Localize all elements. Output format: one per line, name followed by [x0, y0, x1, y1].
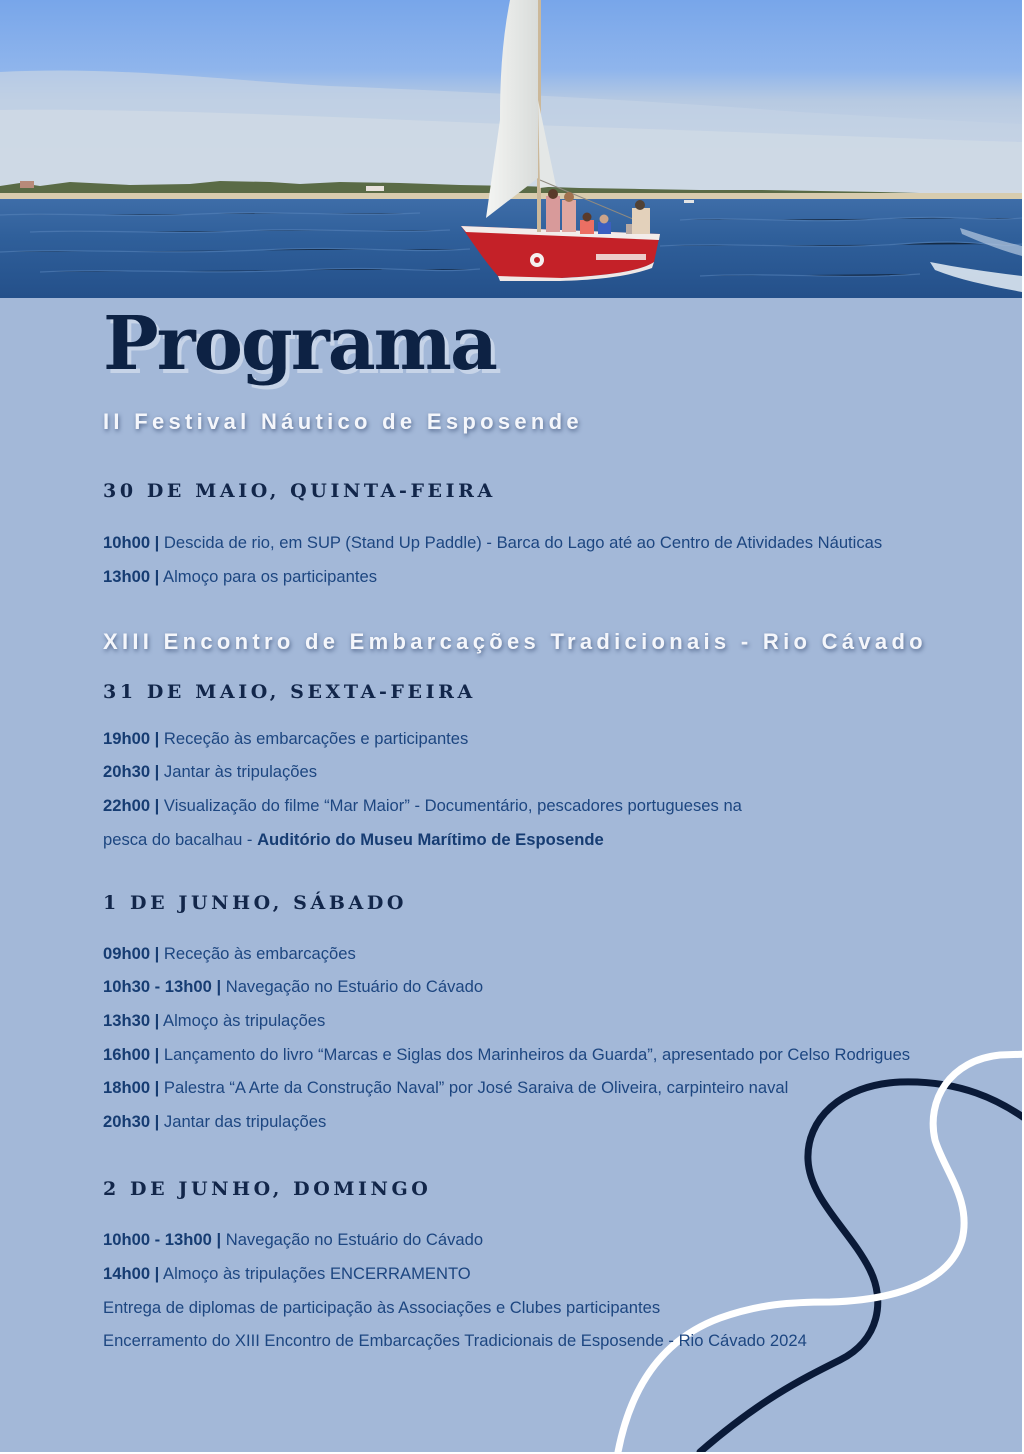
item-text: Visualização do filme “Mar Maior” - Documentário, pescadores portugueses na	[159, 796, 742, 815]
item-time: 13h30 |	[103, 1011, 160, 1030]
boat-emblem-center	[534, 257, 540, 263]
item-text: Lançamento do livro “Marcas e Siglas dos Marinheiros da Guarda”, apresentado por Celso Rodrigues	[159, 1045, 911, 1064]
item-time: 10h00 |	[103, 533, 160, 552]
item-time: 20h30 |	[103, 762, 160, 781]
day-heading: 1 DE JUNHO, SÁBADO	[103, 892, 408, 914]
white-wave-curve	[618, 1054, 1022, 1452]
schedule-item	[103, 531, 882, 555]
page-title: Programa	[103, 301, 496, 387]
item-time: 14h00 |	[103, 1264, 160, 1283]
item-text: Almoço para os participantes	[159, 567, 377, 586]
item-time: 19h00 |	[103, 729, 160, 748]
item-text: Receção às embarcações e participantes	[159, 729, 469, 748]
day-heading: 30 DE MAIO, QUINTA-FEIRA	[103, 480, 496, 502]
item-time: 16h00 |	[103, 1045, 160, 1064]
schedule-item	[103, 565, 377, 589]
schedule-item	[103, 760, 317, 784]
item-text: Navegação no Estuário do Cávado	[221, 1230, 484, 1249]
schedule-item	[103, 727, 468, 751]
festival-subtitle: II Festival Náutico de Esposende	[103, 409, 583, 434]
house	[20, 181, 34, 188]
schedule-item	[103, 1296, 660, 1320]
item-text: Almoço às tripulações	[159, 1011, 326, 1030]
item-text: Navegação no Estuário do Cávado	[221, 977, 484, 996]
item-time: 18h00 |	[103, 1078, 160, 1097]
item-text: Jantar às tripulações	[159, 762, 318, 781]
item-time: 22h00 |	[103, 796, 160, 815]
item-time: 20h30 |	[103, 1112, 160, 1131]
venue-name: Auditório do Museu Marítimo de Esposende	[257, 830, 604, 849]
schedule-item	[103, 1329, 807, 1353]
item-time: 13h00 |	[103, 567, 160, 586]
item-time: 09h00 |	[103, 944, 160, 963]
schedule-item	[103, 1076, 788, 1100]
schedule-item	[103, 1262, 471, 1286]
hero-photo	[0, 0, 1022, 298]
schedule-item	[103, 1110, 326, 1134]
schedule-item	[103, 1009, 325, 1033]
schedule-item	[103, 975, 483, 999]
schedule-item	[103, 1228, 483, 1252]
sailboat-photo	[0, 0, 1022, 298]
item-text: pesca do bacalhau -	[103, 830, 258, 849]
day-heading: 31 DE MAIO, SEXTA-FEIRA	[103, 681, 476, 703]
schedule-item	[103, 828, 604, 852]
item-text: Jantar das tripulações	[159, 1112, 327, 1131]
house	[366, 186, 384, 191]
day-heading: 2 DE JUNHO, DOMINGO	[103, 1178, 432, 1200]
item-text: Receção às embarcações	[159, 944, 356, 963]
dark-wave-curve	[700, 1082, 1022, 1452]
item-text: Entrega de diplomas de participação às Associações e Clubes participantes	[103, 1298, 661, 1317]
boat-name-plate	[596, 254, 646, 260]
distant-boat	[684, 200, 694, 203]
item-text: Palestra “A Arte da Construção Naval” por José Saraiva de Oliveira, carpinteiro naval	[159, 1078, 789, 1097]
item-time: 10h30 - 13h00 |	[103, 977, 222, 996]
section-heading: XIII Encontro de Embarcações Tradicionais - Rio Cávado	[103, 629, 927, 654]
item-text: Descida de rio, em SUP (Stand Up Paddle) - Barca do Lago até ao Centro de Atividades Náuticas	[159, 533, 883, 552]
schedule-item	[103, 794, 742, 818]
schedule-item	[103, 1043, 910, 1067]
item-text: Encerramento do XIII Encontro de Embarcações Tradicionais de Esposende - Rio Cávado 2024	[103, 1331, 807, 1350]
schedule-item	[103, 942, 356, 966]
item-text: Almoço às tripulações ENCERRAMENTO	[159, 1264, 471, 1283]
item-time: 10h00 - 13h00 |	[103, 1230, 222, 1249]
